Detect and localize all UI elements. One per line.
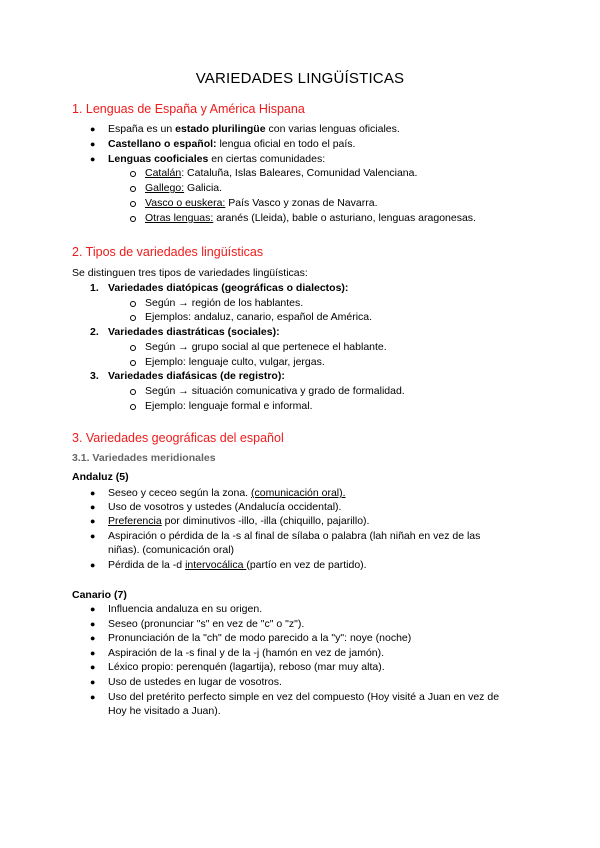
section-1-heading: 1. Lenguas de España y América Hispana xyxy=(72,102,305,116)
andaluz-title: Andaluz (5) xyxy=(72,471,129,483)
section-3-1-subheading: 3.1. Variedades meridionales xyxy=(72,452,216,464)
list-item: Según → región de los hablantes. xyxy=(145,297,304,309)
list-item: Seseo y ceceo según la zona. (comunicación oral). xyxy=(108,487,346,499)
list-item: Aspiración de la -s final y de la -j (hamón en vez de jamón). xyxy=(108,647,385,659)
canario-title: Canario (7) xyxy=(72,589,127,601)
bullet-icon: ● xyxy=(90,531,96,541)
list-item: Otras lenguas: aranés (Lleida), bable o asturiano, lenguas aragonesas. xyxy=(145,212,476,224)
bullet-icon: ● xyxy=(90,488,96,498)
bullet-icon: ● xyxy=(90,502,96,512)
list-item: Ejemplo: lenguaje formal e informal. xyxy=(145,400,313,412)
bullet-icon: ● xyxy=(90,516,96,526)
type-title: Variedades diafásicas (de registro): xyxy=(108,370,285,382)
circle-bullet-icon xyxy=(130,186,136,192)
list-item: Pérdida de la -d intervocálica (partío en vez de partido). xyxy=(108,559,367,571)
type-title: Variedades diastráticas (sociales): xyxy=(108,326,280,338)
bullet-icon: ● xyxy=(90,604,96,614)
list-item: Según → situación comunicativa y grado de formalidad. xyxy=(145,385,405,397)
list-number: 1. xyxy=(90,282,99,294)
list-item: Catalán: Cataluña, Islas Baleares, Comunidad Valenciana. xyxy=(145,167,418,179)
circle-bullet-icon xyxy=(130,216,136,222)
list-item: Seseo (pronunciar "s" en vez de "c" o "z"). xyxy=(108,618,305,630)
bullet-icon: ● xyxy=(90,677,96,687)
list-item: Léxico propio: perenquén (lagartija), reboso (mar muy alta). xyxy=(108,661,385,673)
list-item: Ejemplo: lenguaje culto, vulgar, jergas. xyxy=(145,356,325,368)
list-number: 2. xyxy=(90,326,99,338)
list-item: Preferencia por diminutivos -illo, -illa (chiquillo, pajarillo). xyxy=(108,515,370,527)
circle-bullet-icon xyxy=(130,171,136,177)
list-item: Lenguas cooficiales en ciertas comunidades: xyxy=(108,153,326,165)
bullet-icon: ● xyxy=(90,662,96,672)
bullet-icon: ● xyxy=(90,139,96,149)
list-item: Gallego: Galicia. xyxy=(145,182,223,194)
list-item: Pronunciación de la "ch" de modo parecido a la "y": noye (noche) xyxy=(108,632,412,644)
circle-bullet-icon xyxy=(130,389,136,395)
bullet-icon: ● xyxy=(90,560,96,570)
type-title: Variedades diatópicas (geográficas o dialectos): xyxy=(108,282,349,294)
list-item: Ejemplos: andaluz, canario, español de América. xyxy=(145,311,373,323)
bullet-icon: ● xyxy=(90,124,96,134)
section-2-heading: 2. Tipos de variedades lingüísticas xyxy=(72,245,264,259)
bullet-icon: ● xyxy=(90,154,96,164)
circle-bullet-icon xyxy=(130,315,136,321)
circle-bullet-icon xyxy=(130,404,136,410)
list-number: 3. xyxy=(90,370,99,382)
bullet-icon: ● xyxy=(90,692,96,702)
list-item: Uso de vosotros y ustedes (Andalucía occidental). xyxy=(108,501,342,513)
section-2-intro: Se distinguen tres tipos de variedades lingüísticas: xyxy=(72,267,308,279)
list-item: Según → grupo social al que pertenece el hablante. xyxy=(145,341,387,353)
list-item: Uso del pretérito perfecto simple en vez del compuesto (Hoy visité a Juan en vez de xyxy=(108,691,500,703)
document-title: VARIEDADES LINGÜÍSTICAS xyxy=(195,70,405,87)
section-3-heading: 3. Variedades geográficas del español xyxy=(72,431,284,445)
list-item-continuation: Hoy he visitado a Juan). xyxy=(108,705,221,717)
bullet-icon: ● xyxy=(90,619,96,629)
circle-bullet-icon xyxy=(130,360,136,366)
list-item: Uso de ustedes en lugar de vosotros. xyxy=(108,676,282,688)
list-item-continuation: niñas). (comunicación oral) xyxy=(108,544,235,556)
list-item: Vasco o euskera: País Vasco y zonas de Navarra. xyxy=(145,197,378,209)
circle-bullet-icon xyxy=(130,301,136,307)
circle-bullet-icon xyxy=(130,201,136,207)
list-item: España es un estado plurilingüe con varias lenguas oficiales. xyxy=(108,123,400,135)
list-item: Castellano o español: lengua oficial en todo el país. xyxy=(108,138,356,150)
list-item: Influencia andaluza en su origen. xyxy=(108,603,263,615)
bullet-icon: ● xyxy=(90,648,96,658)
list-item: Aspiración o pérdida de la -s al final de sílaba o palabra (lah niñah en vez de las xyxy=(108,530,481,542)
bullet-icon: ● xyxy=(90,633,96,643)
circle-bullet-icon xyxy=(130,345,136,351)
